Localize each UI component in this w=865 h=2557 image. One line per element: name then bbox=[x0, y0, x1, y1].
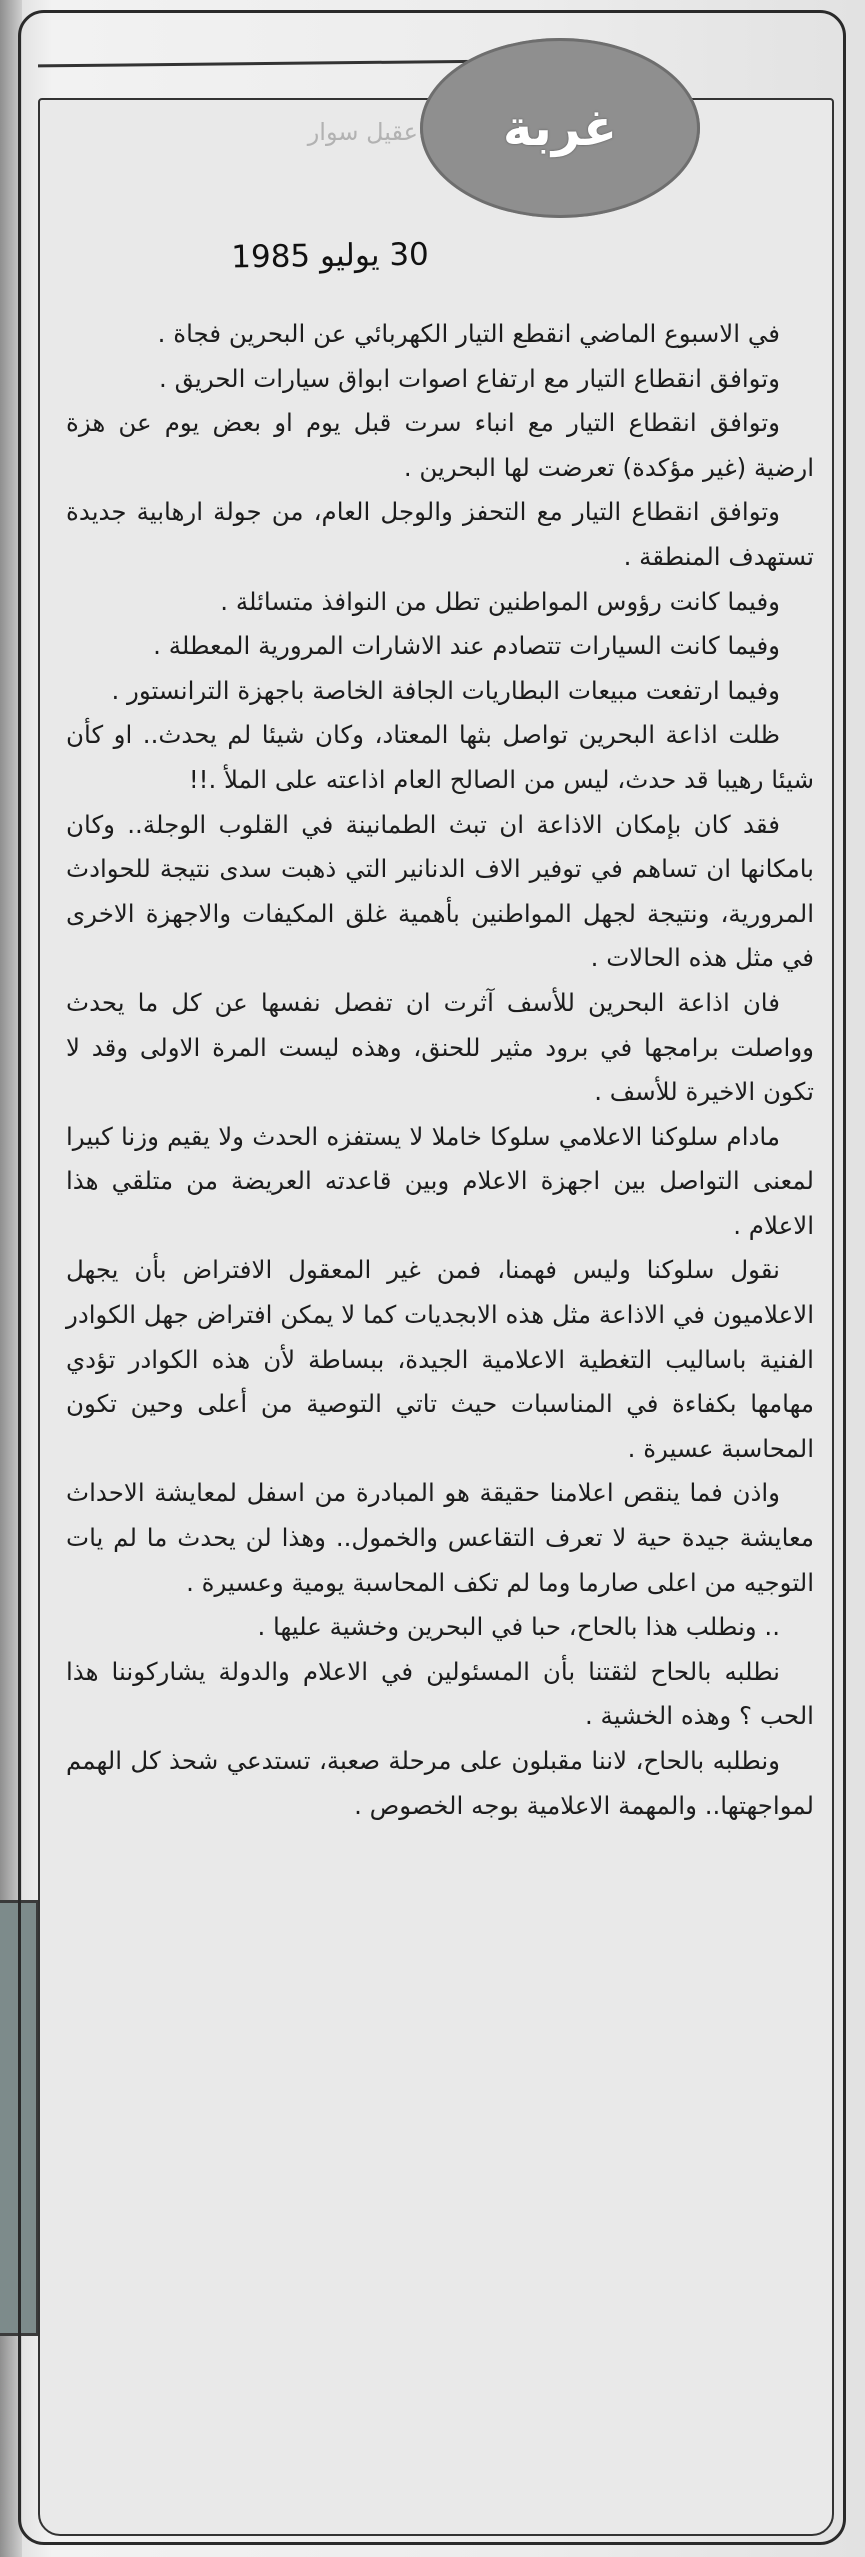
paragraph: وتوافق انقطاع التيار مع انباء سرت قبل يوم او بعض يوم عن هزة ارضية (غير مؤكدة) تعرضت لها البحرين . bbox=[66, 408, 814, 482]
column-title: غربة bbox=[502, 99, 618, 157]
paragraph: فان اذاعة البحرين للأسف آثرت ان تفصل نفسها عن كل ما يحدث وواصلت برامجها في برود مثير للحنق، وهذه ليست المرة الاولى وقد لا تكون الاخيرة للأسف . bbox=[66, 987, 814, 1107]
paragraph: وفيما كانت رؤوس المواطنين تطل من النوافذ متسائلة . bbox=[220, 586, 780, 616]
paragraph: مادام سلوكنا الاعلامي سلوكا خاملا لا يستفزه الحدث ولا يقيم وزنا كبيرا لمعنى التواصل بين اجهزة الاعلام وبين قاعدته العريضة من متلقي هذا الاعلام . bbox=[66, 1121, 814, 1240]
paragraph: في الاسبوع الماضي انقطع التيار الكهربائي عن البحرين فجاة . bbox=[157, 319, 780, 348]
author-name: عقيل سوار bbox=[307, 118, 418, 146]
paragraph: واذن فما ينقص اعلامنا حقيقة هو المبادرة من اسفل لمعايشة الاحداث معايشة جيدة حية لا تعرف التقاعس والخمول.. وهذا لن يحدث ما لم يات التوجيه من اعلى صارما وما لم تكف المحاسبة يومية وعسيرة . bbox=[66, 1478, 814, 1597]
handwritten-date: 30 يوليو 1985 bbox=[230, 236, 430, 276]
paragraph: ظلت اذاعة البحرين تواصل بثها المعتاد، وكان شيئا لم يحدث.. او كأن شيئا رهيبا قد حدث، ليس من الصالح العام اذاعته على الملأ .!! bbox=[66, 720, 814, 794]
paragraph: نطلبه بالحاح لثقتنا بأن المسئولين في الاعلام والدولة يشاركوننا هذا الحب ؟ وهذه الخشية . bbox=[66, 1656, 814, 1731]
paragraph: وتوافق انقطاع التيار مع ارتفاع اصوات ابواق سيارات الحريق . bbox=[159, 363, 780, 393]
paragraph: نقول سلوكنا وليس فهمنا، فمن غير المعقول الافتراض بأن يجهل الاعلاميون في الاذاعة مثل هذه الابجديات كما لا يمكن افتراض جهل الكوادر الفنية باساليب التغطية الاعلامية الجيدة، ببساطة لأن هذه الكوادر تؤدي مهامها بكفاءة في المناسبات حيث تاتي التوصية من أعلى وحين تكون المحاسبة عسيرة . bbox=[66, 1255, 814, 1463]
article-body bbox=[66, 312, 814, 1828]
column-title-badge bbox=[420, 38, 700, 218]
paragraph: وفيما كانت السيارات تتصادم عند الاشارات المرورية المعطلة . bbox=[153, 631, 780, 661]
paragraph: .. ونطلب هذا بالحاح، حبا في البحرين وخشية عليها . bbox=[257, 1612, 780, 1642]
paragraph: وتوافق انقطاع التيار مع التحفز والوجل العام، من جولة ارهابية جديدة تستهدف المنطقة . bbox=[66, 497, 814, 571]
paragraph: ونطلبه بالحاح، لاننا مقبلون على مرحلة صعبة، تستدعي شحذ كل الهمم لمواجهتها.. والمهمة الاعلامية بوجه الخصوص . bbox=[66, 1746, 814, 1820]
paragraph: فقد كان بإمكان الاذاعة ان تبث الطمانينة في القلوب الوجلة.. وكان بامكانها ان تساهم في توفير الاف الدنانير التي ذهبت سدى نتيجة للحوادث المرورية، ونتيجة لجهل المواطنين بأهمية غلق المكيفات والاجهزة الاخرى في مثل هذه الحالات . bbox=[66, 809, 814, 973]
paragraph: وفيما ارتفعت مبيعات البطاريات الجافة الخاصة باجهزة الترانستور . bbox=[111, 675, 780, 705]
